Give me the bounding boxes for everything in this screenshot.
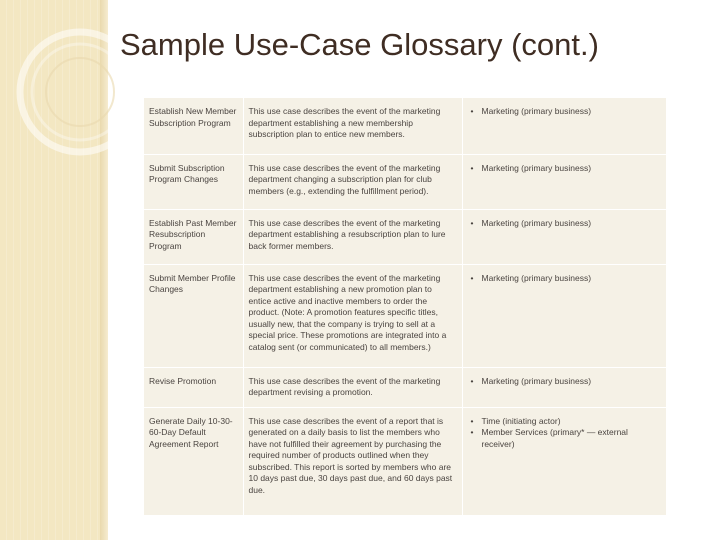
- glossary-table-image: [144, 98, 666, 516]
- core-ring: [46, 58, 114, 126]
- table-row: [144, 407, 666, 515]
- actor-item: • Member Services (primary* — external receiver): [468, 427, 662, 450]
- use-case-description: This use case describes the event of the marketing department changing a subscription plan for club members (e.g., extending the fulfillment period).: [243, 154, 462, 209]
- participating-actors: [462, 367, 666, 407]
- actor-item: • Marketing (primary business): [468, 273, 662, 285]
- table-row: [144, 209, 666, 264]
- participating-actors: [462, 407, 666, 515]
- use-case-description: This use case describes the event of the marketing department establishing a new membership subscription plan to entice new members.: [243, 98, 462, 154]
- use-case-description: This use case describes the event of the marketing department establishing a new promotion plan to entice active and inactive members to order the product. (Note: A promotion features specific titles, usually new, that the company is trying to sell at a special price. These promotions are integrated into a catalog sent (or communicated) to all members.): [243, 264, 462, 367]
- participating-actors: [462, 209, 666, 264]
- table-row: [144, 154, 666, 209]
- use-case-description: This use case describes the event of the marketing department revising a promotion.: [243, 367, 462, 407]
- actor-item: • Marketing (primary business): [468, 106, 662, 118]
- actor-item: • Marketing (primary business): [468, 376, 662, 388]
- use-case-description: This use case describes the event of the marketing department establishing a resubscription plan to lure back former members.: [243, 209, 462, 264]
- actor-item: • Marketing (primary business): [468, 163, 662, 175]
- use-case-name: Generate Daily 10-30-60-Day Default Agreement Report: [144, 407, 243, 515]
- use-case-description: This use case describes the event of a report that is generated on a daily basis to list the members who have not fulfilled their agreement by purchasing the required number of products outlined when they subscribed. This report is sorted by members who are 10 days past due, 30 days past due, and 60 days past due.: [243, 407, 462, 515]
- table-row: [144, 264, 666, 367]
- slide-title: Sample Use-Case Glossary (cont.): [120, 27, 599, 62]
- participating-actors: [462, 264, 666, 367]
- table-row: [144, 98, 666, 154]
- glossary-table: [144, 98, 666, 516]
- use-case-name: Establish New Member Subscription Program: [144, 98, 243, 154]
- participating-actors: [462, 154, 666, 209]
- actor-item: • Time (initiating actor): [468, 416, 662, 428]
- actor-item: • Marketing (primary business): [468, 218, 662, 230]
- use-case-name: Establish Past Member Resubscription Program: [144, 209, 243, 264]
- use-case-name: Revise Promotion: [144, 367, 243, 407]
- use-case-name: Submit Subscription Program Changes: [144, 154, 243, 209]
- use-case-name: Submit Member Profile Changes: [144, 264, 243, 367]
- participating-actors: [462, 98, 666, 154]
- table-row: [144, 367, 666, 407]
